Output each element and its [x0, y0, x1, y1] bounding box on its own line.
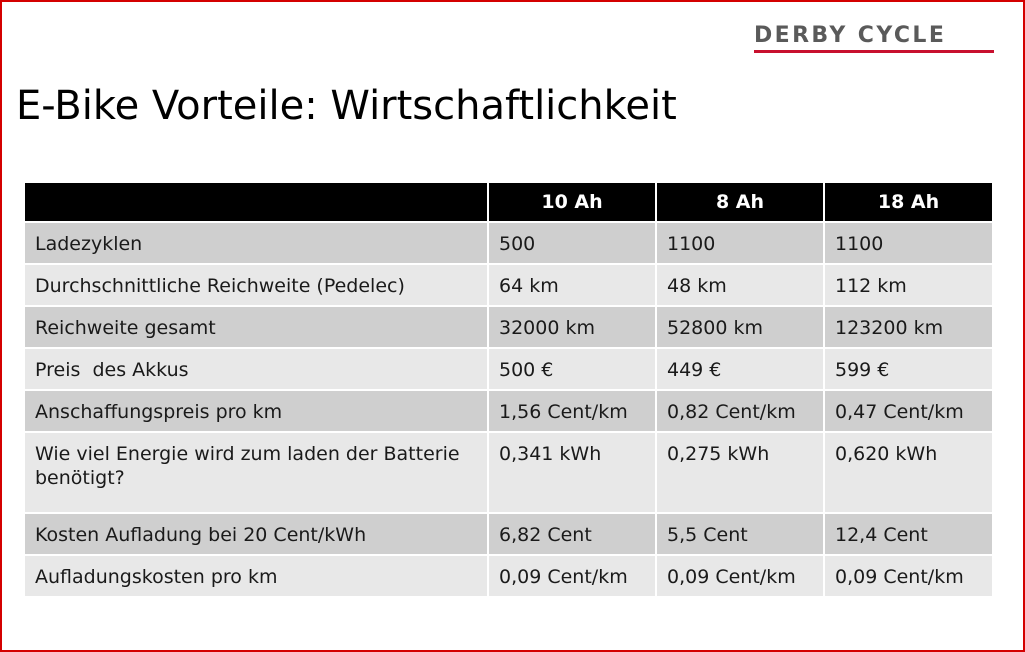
table-row: [25, 433, 992, 512]
table-row: [25, 223, 992, 263]
cell-value: 0,620 kWh: [825, 433, 992, 512]
table-row: [25, 391, 992, 431]
cell-value: 500: [489, 223, 655, 263]
table-row: [25, 556, 992, 596]
row-label: Wie viel Energie wird zum laden der Batterie benötigt?: [25, 433, 487, 512]
cell-value: 1100: [657, 223, 823, 263]
cell-value: 52800 km: [657, 307, 823, 347]
header-cell-18ah: 18 Ah: [825, 183, 992, 221]
cell-value: 5,5 Cent: [657, 514, 823, 554]
cell-value: 0,341 kWh: [489, 433, 655, 512]
cell-value: 12,4 Cent: [825, 514, 992, 554]
cell-value: 599 €: [825, 349, 992, 389]
cell-value: 48 km: [657, 265, 823, 305]
row-label: Aufladungskosten pro km: [25, 556, 487, 596]
cell-value: 0,09 Cent/km: [489, 556, 655, 596]
cell-value: 112 km: [825, 265, 992, 305]
table-row: [25, 307, 992, 347]
page-title: E-Bike Vorteile: Wirtschaftlichkeit: [16, 83, 677, 129]
cell-value: 449 €: [657, 349, 823, 389]
row-label: Reichweite gesamt: [25, 307, 487, 347]
derby-cycle-logo: [754, 24, 994, 53]
cell-value: 0,275 kWh: [657, 433, 823, 512]
cell-value: 123200 km: [825, 307, 992, 347]
row-label: Durchschnittliche Reichweite (Pedelec): [25, 265, 487, 305]
cell-value: 1100: [825, 223, 992, 263]
row-label: Ladezyklen: [25, 223, 487, 263]
logo-text: DERBY CYCLE: [754, 23, 947, 48]
table-row: [25, 514, 992, 554]
cell-value: 32000 km: [489, 307, 655, 347]
comparison-table: [23, 181, 994, 598]
cell-value: 6,82 Cent: [489, 514, 655, 554]
cell-value: 0,09 Cent/km: [825, 556, 992, 596]
cell-value: 1,56 Cent/km: [489, 391, 655, 431]
table-row: [25, 349, 992, 389]
row-label: Preis des Akkus: [25, 349, 487, 389]
table-header-row: [25, 183, 992, 221]
header-cell-empty: [25, 183, 487, 221]
logo-underline: [754, 50, 994, 53]
table-row: [25, 265, 992, 305]
cell-value: 0,09 Cent/km: [657, 556, 823, 596]
header-cell-8ah: 8 Ah: [657, 183, 823, 221]
cell-value: 500 €: [489, 349, 655, 389]
row-label: Anschaffungspreis pro km: [25, 391, 487, 431]
cell-value: 0,47 Cent/km: [825, 391, 992, 431]
cell-value: 64 km: [489, 265, 655, 305]
cell-value: 0,82 Cent/km: [657, 391, 823, 431]
header-cell-10ah: 10 Ah: [489, 183, 655, 221]
row-label: Kosten Aufladung bei 20 Cent/kWh: [25, 514, 487, 554]
